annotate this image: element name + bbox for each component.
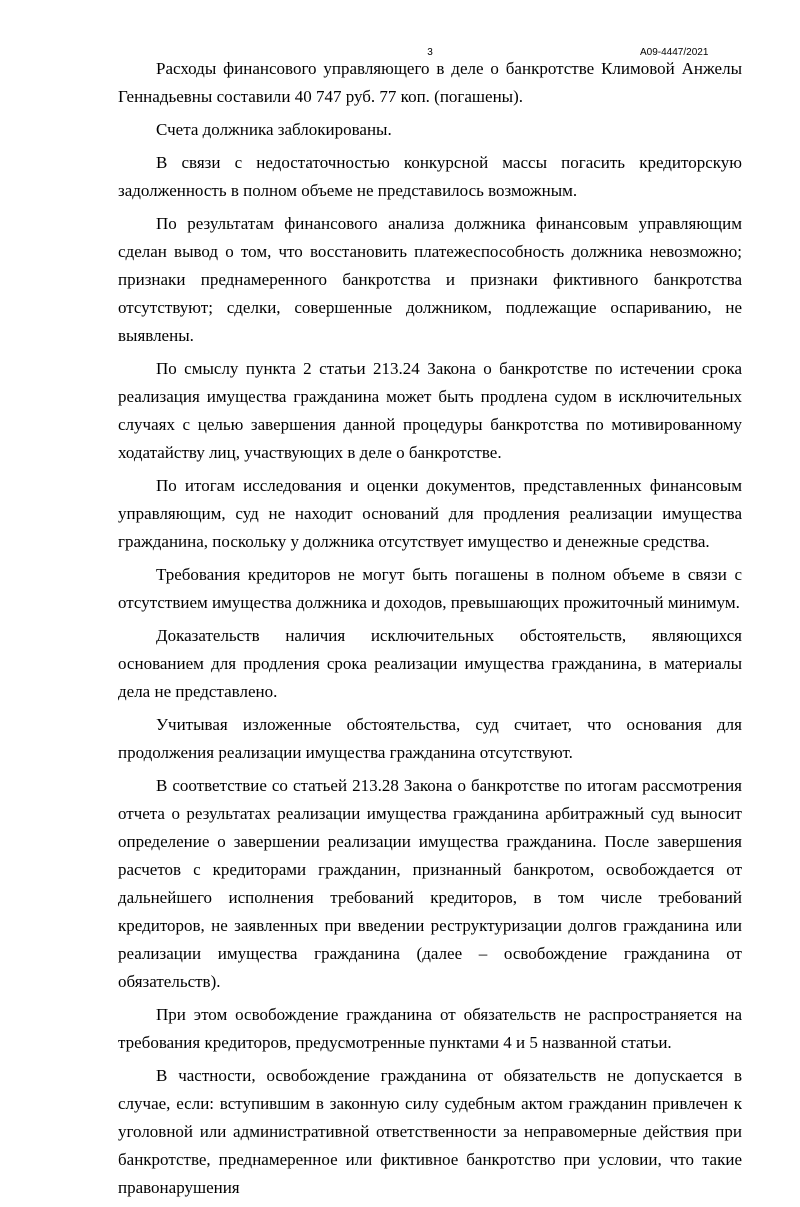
paragraph-extension-law: По смыслу пункта 2 статьи 213.24 Закона о банкротстве по истечении срока реализация имущества гражданина может быть продлена судом в исключительных случаях с целью завершения данной процедуры банкротства по мотивированному ходатайству лиц, участвующих в деле о банкротстве. <box>118 359 742 462</box>
paragraph-release-not-allowed: В частности, освобождение гражданина от обязательств не допускается в случае, если: вступившим в законную силу судебным актом гражданин привлечен к уголовной или административной ответственности за неправомерные действия при банкротстве, преднамеренное или фиктивное банкротство при условии, что такие правонарушения <box>118 1066 742 1197</box>
paragraph-conclusion: Учитывая изложенные обстоятельства, суд считает, что основания для продолжения реализации имущества гражданина отсутствуют. <box>118 715 742 762</box>
document-body <box>118 55 742 1207</box>
case-number: А09-4447/2021 <box>640 47 709 58</box>
paragraph-creditor-claims: Требования кредиторов не могут быть погашены в полном объеме в связи с отсутствием имущества должника и доходов, превышающих прожиточный минимум. <box>118 565 742 612</box>
page-number: 3 <box>427 47 433 58</box>
paragraph-article-213-28: В соответствие со статьей 213.28 Закона о банкротстве по итогам рассмотрения отчета о результатах реализации имущества гражданина арбитражный суд выносит определение о завершении реализации имущества гражданина. После завершения расчетов с кредиторами гражданин, признанный банкротом, освобождается от дальнейшего исполнения требований кредиторов, в том числе требований кредиторов, не заявленных при введении реструктуризации долгов гражданина или реализации имущества гражданина (далее – освобождение гражданина от обязательств). <box>118 776 742 991</box>
paragraph-exceptions: При этом освобождение гражданина от обязательств не распространяется на требования кредиторов, предусмотренные пунктами 4 и 5 названной статьи. <box>118 1005 742 1052</box>
paragraph-insufficient-assets: В связи с недостаточностью конкурсной массы погасить кредиторскую задолженность в полном объеме не представилось возможным. <box>118 153 742 200</box>
paragraph-financial-analysis: По результатам финансового анализа должника финансовым управляющим сделан вывод о том, что восстановить платежеспособность должника невозможно; признаки преднамеренного банкротства и признаки фиктивного банкротства отсутствуют; сделки, совершенные должником, подлежащие оспариванию, не выявлены. <box>118 214 742 345</box>
paragraph-no-evidence: Доказательств наличия исключительных обстоятельств, являющихся основанием для продления срока реализации имущества гражданина, в материалы дела не представлено. <box>118 626 742 701</box>
paragraph-accounts-blocked: Счета должника заблокированы. <box>156 120 392 139</box>
paragraph-expenses: Расходы финансового управляющего в деле о банкротстве Климовой Анжелы Геннадьевны составили 40 747 руб. 77 коп. (погашены). <box>118 59 742 106</box>
paragraph-court-findings: По итогам исследования и оценки документов, представленных финансовым управляющим, суд не находит оснований для продления реализации имущества гражданина, поскольку у должника отсутствует имущество и денежные средства. <box>118 476 742 551</box>
